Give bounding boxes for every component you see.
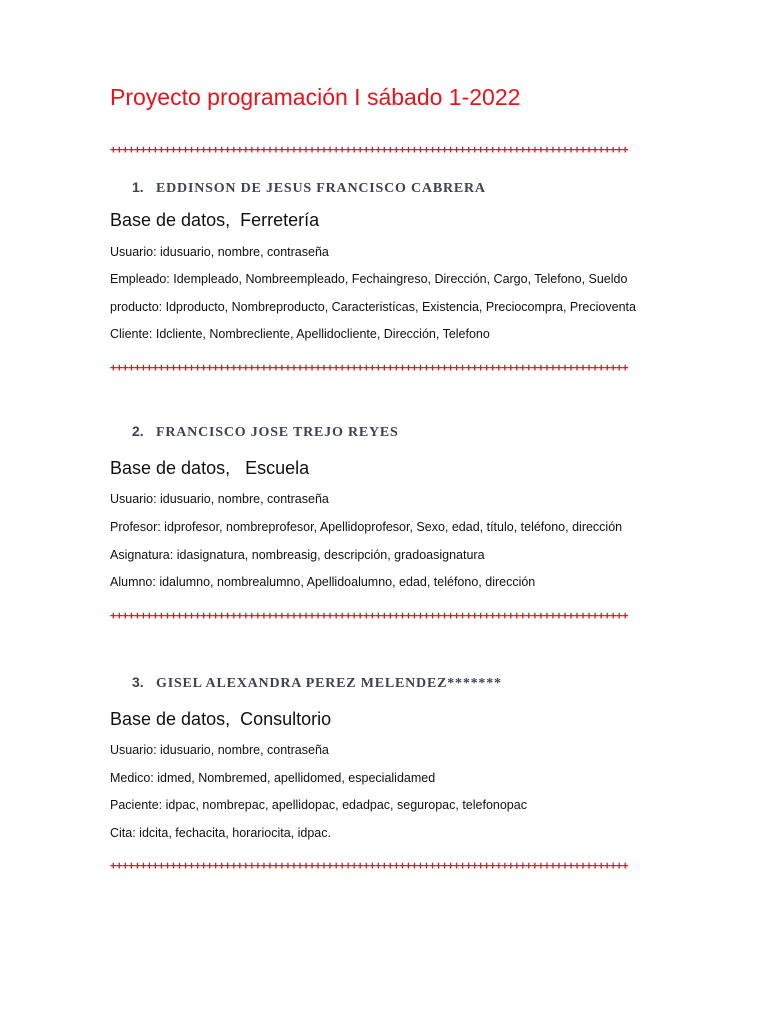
student-heading: [132, 423, 399, 441]
table-definition: Medico: idmed, Nombremed, apellidomed, especialidamed: [110, 771, 436, 785]
table-definition: Usuario: idusuario, nombre, contraseña: [110, 743, 329, 757]
table-definition: Cliente: Idcliente, Nombrecliente, Apellidocliente, Dirección, Telefono: [110, 327, 490, 341]
separator-line: ++++++++++++++++++++++++++++++++++++++++++++++++++++++++++++++++++++++++++++++++++++++: [110, 144, 628, 156]
section-number: 1.: [132, 179, 144, 195]
database-title: Base de datos, Escuela: [110, 458, 310, 478]
document-title: Proyecto programación I sábado 1-2022: [110, 84, 521, 110]
table-definition: Usuario: idusuario, nombre, contraseña: [110, 245, 329, 259]
database-title: Base de datos, Ferretería: [110, 210, 320, 230]
student-heading: [132, 674, 502, 692]
student-name: FRANCISCO JOSE TREJO REYES: [156, 425, 399, 440]
student-heading: [132, 179, 486, 197]
database-title: Base de datos, Consultorio: [110, 709, 332, 729]
table-definition: Cita: idcita, fechacita, horariocita, idpac.: [110, 826, 331, 840]
separator-line: ++++++++++++++++++++++++++++++++++++++++++++++++++++++++++++++++++++++++++++++++++++++: [110, 610, 628, 622]
student-name: EDDINSON DE JESUS FRANCISCO CABRERA: [156, 181, 486, 196]
separator-line: ++++++++++++++++++++++++++++++++++++++++++++++++++++++++++++++++++++++++++++++++++++++: [110, 362, 628, 374]
table-definition: Paciente: idpac, nombrepac, apellidopac, edadpac, seguropac, telefonopac: [110, 798, 527, 812]
table-definition: Usuario: idusuario, nombre, contraseña: [110, 492, 329, 506]
table-definition: Profesor: idprofesor, nombreprofesor, Apellidoprofesor, Sexo, edad, título, teléfono, dirección: [110, 520, 623, 534]
student-name: GISEL ALEXANDRA PEREZ MELENDEZ*******: [156, 676, 502, 691]
separator-line: ++++++++++++++++++++++++++++++++++++++++++++++++++++++++++++++++++++++++++++++++++++++: [110, 860, 628, 872]
table-definition: producto: Idproducto, Nombreproducto, Caracteristícas, Existencia, Preciocompra, Precioventa: [110, 300, 636, 314]
section-number: 3.: [132, 674, 144, 690]
table-definition: Empleado: Idempleado, Nombreempleado, Fechaingreso, Dirección, Cargo, Telefono, Sueldo: [110, 272, 628, 286]
table-definition: Alumno: idalumno, nombrealumno, Apellidoalumno, edad, teléfono, dirección: [110, 575, 536, 589]
section-number: 2.: [132, 423, 144, 439]
table-definition: Asignatura: idasignatura, nombreasig, descripción, gradoasignatura: [110, 548, 485, 562]
